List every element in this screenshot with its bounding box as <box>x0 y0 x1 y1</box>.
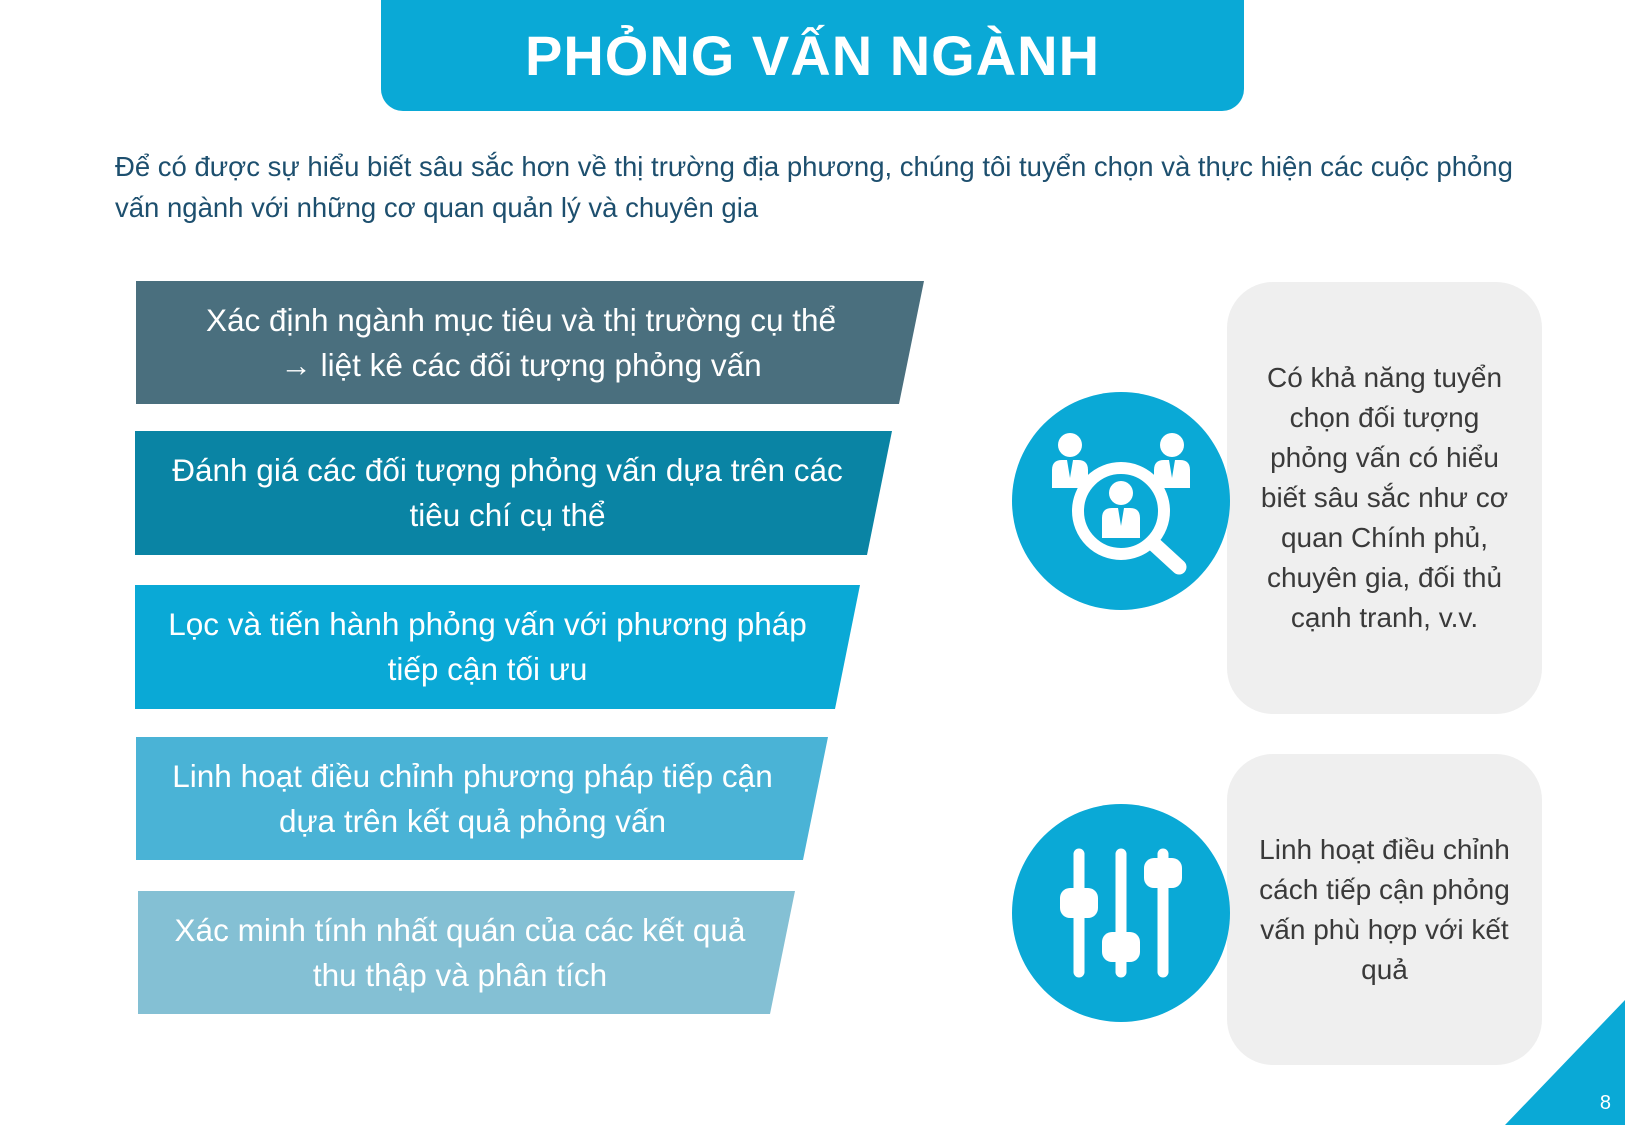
page-title: PHỎNG VẤN NGÀNH <box>524 24 1101 87</box>
info-card-1-text: Có khả năng tuyển chọn đối tượng phỏng vấn có hiểu biết sâu sắc như cơ quan Chính phủ, chuyên gia, đối thủ cạnh tranh, v.v. <box>1260 362 1509 633</box>
step-4-text: Linh hoạt điều chỉnh phương pháp tiếp cận dựa trên kết quả phỏng vấn <box>172 757 773 839</box>
sliders-icon <box>1012 804 1230 1022</box>
step-5 <box>170 891 750 1014</box>
intro-text: Để có được sự hiểu biết sâu sắc hơn về thị trường địa phương, chúng tôi tuyển chọn và thực hiện các cuộc phỏng vấn ngành với những cơ quan quản lý và chuyên gia <box>115 151 1513 223</box>
step-1-line2-wrap <box>206 343 836 388</box>
step-2 <box>160 431 855 555</box>
info-card-2 <box>1227 754 1542 1065</box>
page-number: 8 <box>1599 1092 1611 1114</box>
step-3 <box>160 585 815 709</box>
step-5-text: Xác minh tính nhất quán của các kết quả thu thập và phân tích <box>174 911 746 993</box>
step-2-text: Đánh giá các đối tượng phỏng vấn dựa trên các tiêu chí cụ thể <box>172 452 843 533</box>
info-card-1 <box>1227 282 1542 714</box>
step-4 <box>160 737 785 860</box>
step-1 <box>136 281 906 404</box>
people-search-icon <box>1012 392 1230 610</box>
step-1-line2: liệt kê các đối tượng phỏng vấn <box>320 346 762 383</box>
step-1-line1: Xác định ngành mục tiêu và thị trường cụ thể <box>205 301 837 338</box>
arrow-right-icon: → <box>280 346 312 383</box>
step-3-text: Lọc và tiến hành phỏng vấn với phương pháp tiếp cận tối ưu <box>168 606 807 687</box>
info-card-2-text: Linh hoạt điều chỉnh cách tiếp cận phỏng vấn phù hợp với kết quả <box>1259 833 1510 985</box>
